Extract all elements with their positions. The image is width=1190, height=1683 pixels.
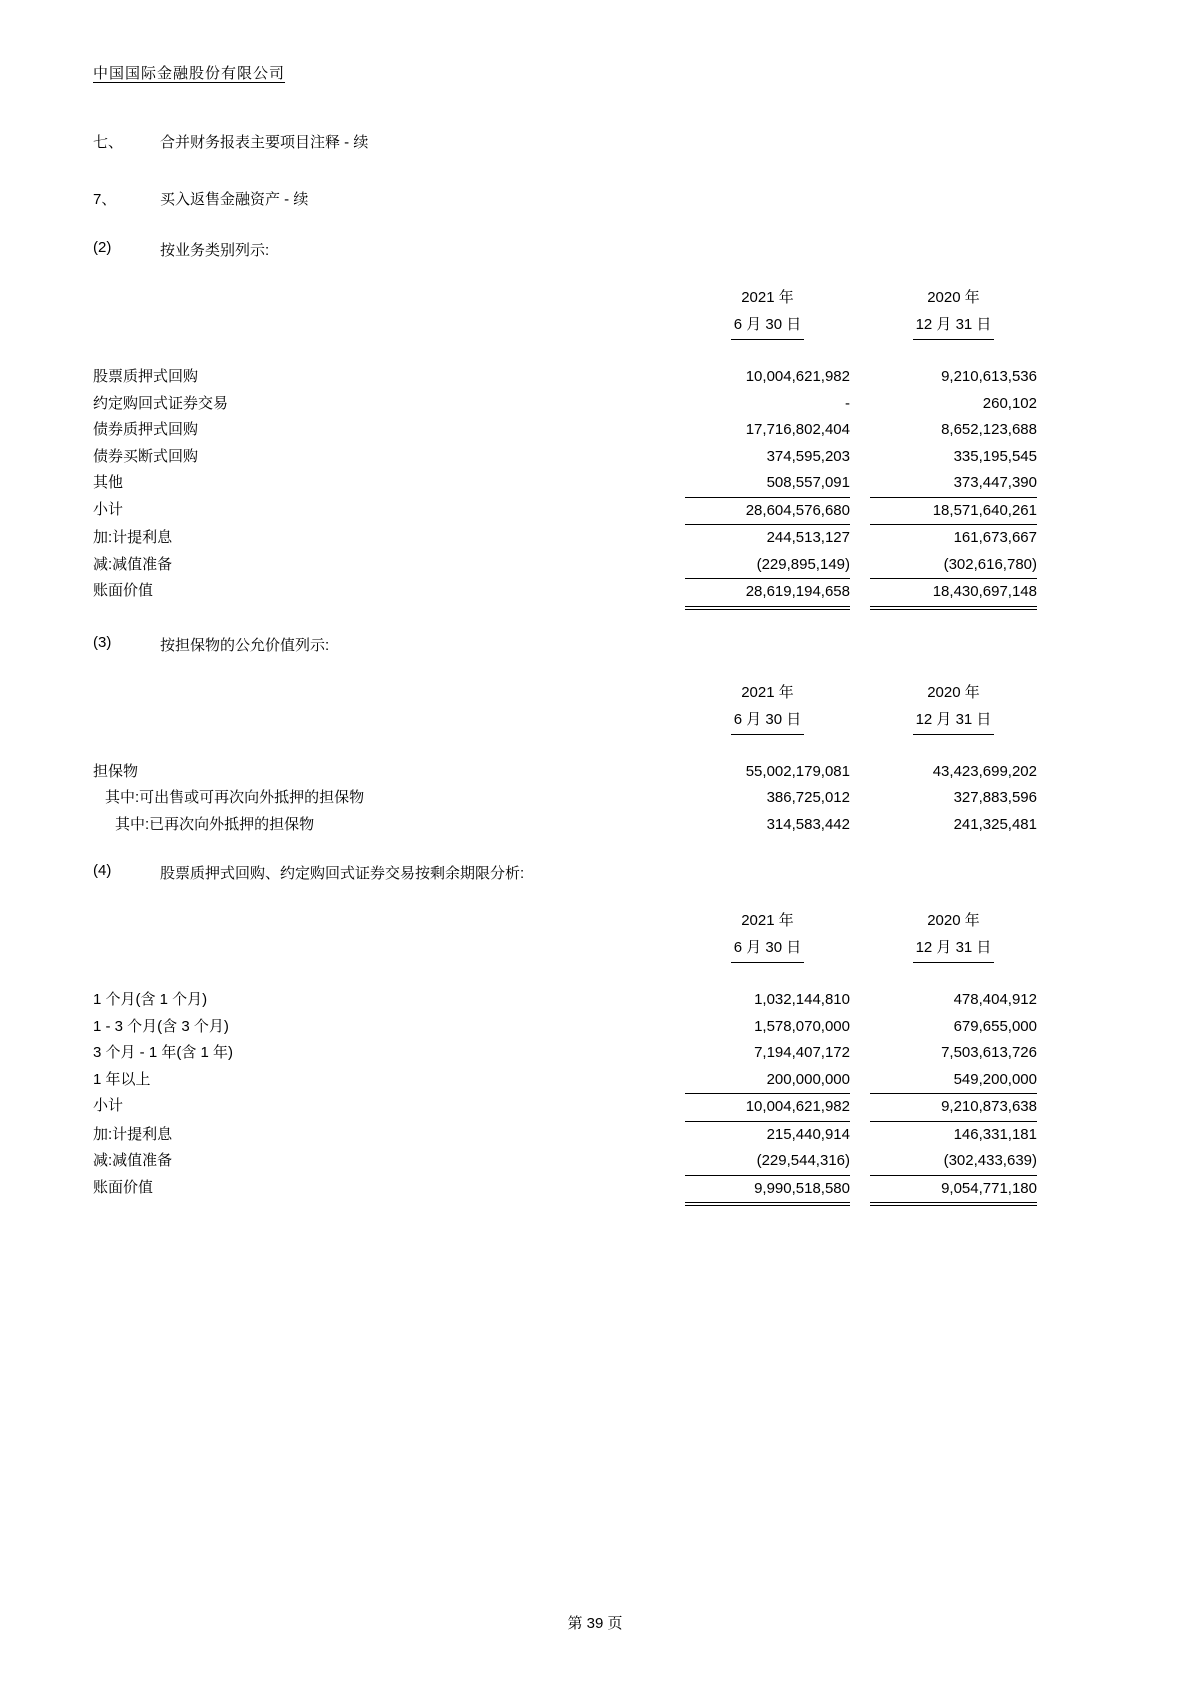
table-row — [93, 552, 1037, 579]
row-label: 债券买断式回购 — [93, 447, 199, 465]
value-2021: 17,716,802,404 — [745, 421, 850, 438]
table-row — [93, 1040, 1037, 1067]
row-label: 其中:可出售或可再次向外抵押的担保物 — [105, 789, 365, 806]
main-section-heading — [93, 131, 1037, 152]
row-label: 1 年以上 — [93, 1070, 151, 1088]
table-row — [93, 759, 1037, 786]
row-label: 约定购回式证券交易 — [93, 394, 229, 412]
row-label: 1 个月(含 1 个月) — [93, 991, 208, 1008]
table-row — [93, 470, 1037, 497]
main-section-title: 合并财务报表主要项目注释 - 续 — [160, 134, 369, 151]
section-4-table — [93, 987, 1037, 1206]
value-2021: 9,990,518,580 — [685, 1175, 850, 1207]
row-label: 债券质押式回购 — [93, 421, 199, 438]
table-row — [93, 1093, 1037, 1122]
section-3-title: 按担保物的公允价值列示: — [160, 636, 330, 654]
value-2020: 679,655,000 — [953, 1017, 1037, 1035]
value-2020: 9,054,771,180 — [870, 1175, 1037, 1207]
column-header-2021 — [685, 907, 850, 963]
year-2021-label: 2021 年 — [741, 683, 794, 701]
row-label: 小计 — [93, 1097, 124, 1114]
row-label: 3 个月 - 1 年(含 1 年) — [93, 1044, 234, 1061]
row-label: 加:计提利息 — [93, 529, 173, 546]
value-2020: 549,200,000 — [953, 1070, 1037, 1088]
row-label: 其他 — [93, 474, 124, 491]
section-4-number: (4) — [93, 862, 112, 879]
table-row — [93, 785, 1037, 812]
value-2021: - — [845, 394, 850, 412]
value-2021: 244,513,127 — [766, 529, 850, 546]
main-section-number: 七、 — [93, 134, 124, 151]
year-2021-label: 2021 年 — [741, 289, 794, 306]
table-row — [93, 1148, 1037, 1175]
value-2020: 9,210,873,638 — [870, 1093, 1037, 1122]
table-row — [93, 1122, 1037, 1149]
section-4-heading — [93, 862, 1037, 883]
year-2020-label: 2020 年 — [927, 912, 980, 929]
row-label: 账面价值 — [93, 1178, 154, 1196]
sub-section-number: 7、 — [93, 191, 117, 208]
company-name: 中国国际金融股份有限公司 — [93, 65, 286, 82]
value-2020: 43,423,699,202 — [932, 762, 1037, 780]
value-2021: 28,619,194,658 — [685, 578, 850, 610]
value-2020: 8,652,123,688 — [941, 421, 1037, 438]
section-3-number: (3) — [93, 633, 112, 651]
value-2020: 373,447,390 — [953, 474, 1037, 491]
table-row — [93, 812, 1037, 839]
column-header-2020 — [870, 284, 1037, 340]
year-2021-label: 2021 年 — [741, 912, 794, 929]
table-row — [93, 391, 1037, 418]
value-2021: 28,604,576,680 — [685, 497, 850, 526]
column-header-2021 — [685, 679, 850, 735]
table-row — [93, 578, 1037, 610]
value-2020: 161,673,667 — [953, 529, 1037, 546]
section-3-column-headers — [93, 679, 1037, 735]
date-2021-label: 6 月 30 日 — [731, 706, 805, 735]
value-2021: 200,000,000 — [766, 1070, 850, 1088]
value-2020: 241,325,481 — [953, 815, 1037, 833]
section-2-title: 按业务类别列示: — [160, 242, 270, 259]
value-2020: 146,331,181 — [953, 1125, 1037, 1143]
value-2020: 335,195,545 — [953, 447, 1037, 465]
table-row — [93, 417, 1037, 444]
table-row — [93, 497, 1037, 526]
date-2020-label: 12 月 31 日 — [913, 934, 995, 963]
date-2020-label: 12 月 31 日 — [913, 311, 995, 340]
row-label: 股票质押式回购 — [93, 368, 199, 385]
date-2020-label: 12 月 31 日 — [913, 706, 995, 735]
sub-section-title: 买入返售金融资产 - 续 — [160, 191, 309, 208]
page-content — [93, 62, 1037, 1214]
section-2-heading — [93, 239, 1037, 260]
value-2020: 18,430,697,148 — [870, 578, 1037, 610]
value-2020: (302,433,639) — [943, 1152, 1037, 1169]
page-number: 第 39 页 — [567, 1615, 623, 1632]
table-row — [93, 1067, 1037, 1094]
year-2020-label: 2020 年 — [927, 289, 980, 306]
value-2021: 1,578,070,000 — [754, 1017, 850, 1035]
row-label: 1 - 3 个月(含 3 个月) — [93, 1017, 229, 1035]
date-2021-label: 6 月 30 日 — [731, 934, 805, 963]
value-2020: 18,571,640,261 — [870, 497, 1037, 526]
value-2021: (229,544,316) — [756, 1152, 850, 1169]
section-2-column-headers — [93, 284, 1037, 340]
row-label: 小计 — [93, 500, 124, 518]
column-header-2021 — [685, 284, 850, 340]
value-2021: 374,595,203 — [766, 447, 850, 465]
table-row — [93, 987, 1037, 1014]
value-2021: 10,004,621,982 — [745, 368, 850, 385]
value-2021: 386,725,012 — [766, 789, 850, 806]
value-2021: 215,440,914 — [766, 1125, 850, 1143]
row-label: 账面价值 — [93, 582, 154, 599]
value-2020: 478,404,912 — [953, 991, 1037, 1008]
row-label: 担保物 — [93, 762, 139, 780]
value-2021: (229,895,149) — [756, 555, 850, 573]
section-3-table — [93, 759, 1037, 839]
section-4-title: 股票质押式回购、约定购回式证券交易按剩余期限分析: — [160, 865, 525, 882]
column-header-2020 — [870, 679, 1037, 735]
value-2021: 55,002,179,081 — [745, 762, 850, 780]
value-2020: 7,503,613,726 — [941, 1044, 1037, 1061]
row-label: 减:减值准备 — [93, 555, 173, 573]
column-header-2020 — [870, 907, 1037, 963]
value-2021: 508,557,091 — [766, 474, 850, 491]
value-2021: 10,004,621,982 — [685, 1093, 850, 1122]
value-2020: 327,883,596 — [953, 789, 1037, 806]
sub-section-heading — [93, 188, 1037, 209]
row-label: 加:计提利息 — [93, 1125, 173, 1143]
table-row — [93, 444, 1037, 471]
value-2021: 314,583,442 — [766, 815, 850, 833]
section-3-heading — [93, 634, 1037, 655]
year-2020-label: 2020 年 — [927, 683, 980, 701]
row-label: 其中:已再次向外抵押的担保物 — [115, 815, 315, 833]
value-2020: (302,616,780) — [943, 555, 1037, 573]
table-row — [93, 525, 1037, 552]
table-row — [93, 1175, 1037, 1207]
value-2020: 9,210,613,536 — [941, 368, 1037, 385]
table-row — [93, 1014, 1037, 1041]
table-row — [93, 364, 1037, 391]
section-4-column-headers — [93, 907, 1037, 963]
date-2021-label: 6 月 30 日 — [731, 311, 805, 340]
section-2-table — [93, 364, 1037, 610]
section-2-number: (2) — [93, 239, 112, 256]
value-2021: 7,194,407,172 — [754, 1044, 850, 1061]
row-label: 减:减值准备 — [93, 1152, 173, 1169]
value-2021: 1,032,144,810 — [754, 991, 850, 1008]
value-2020: 260,102 — [982, 394, 1037, 412]
